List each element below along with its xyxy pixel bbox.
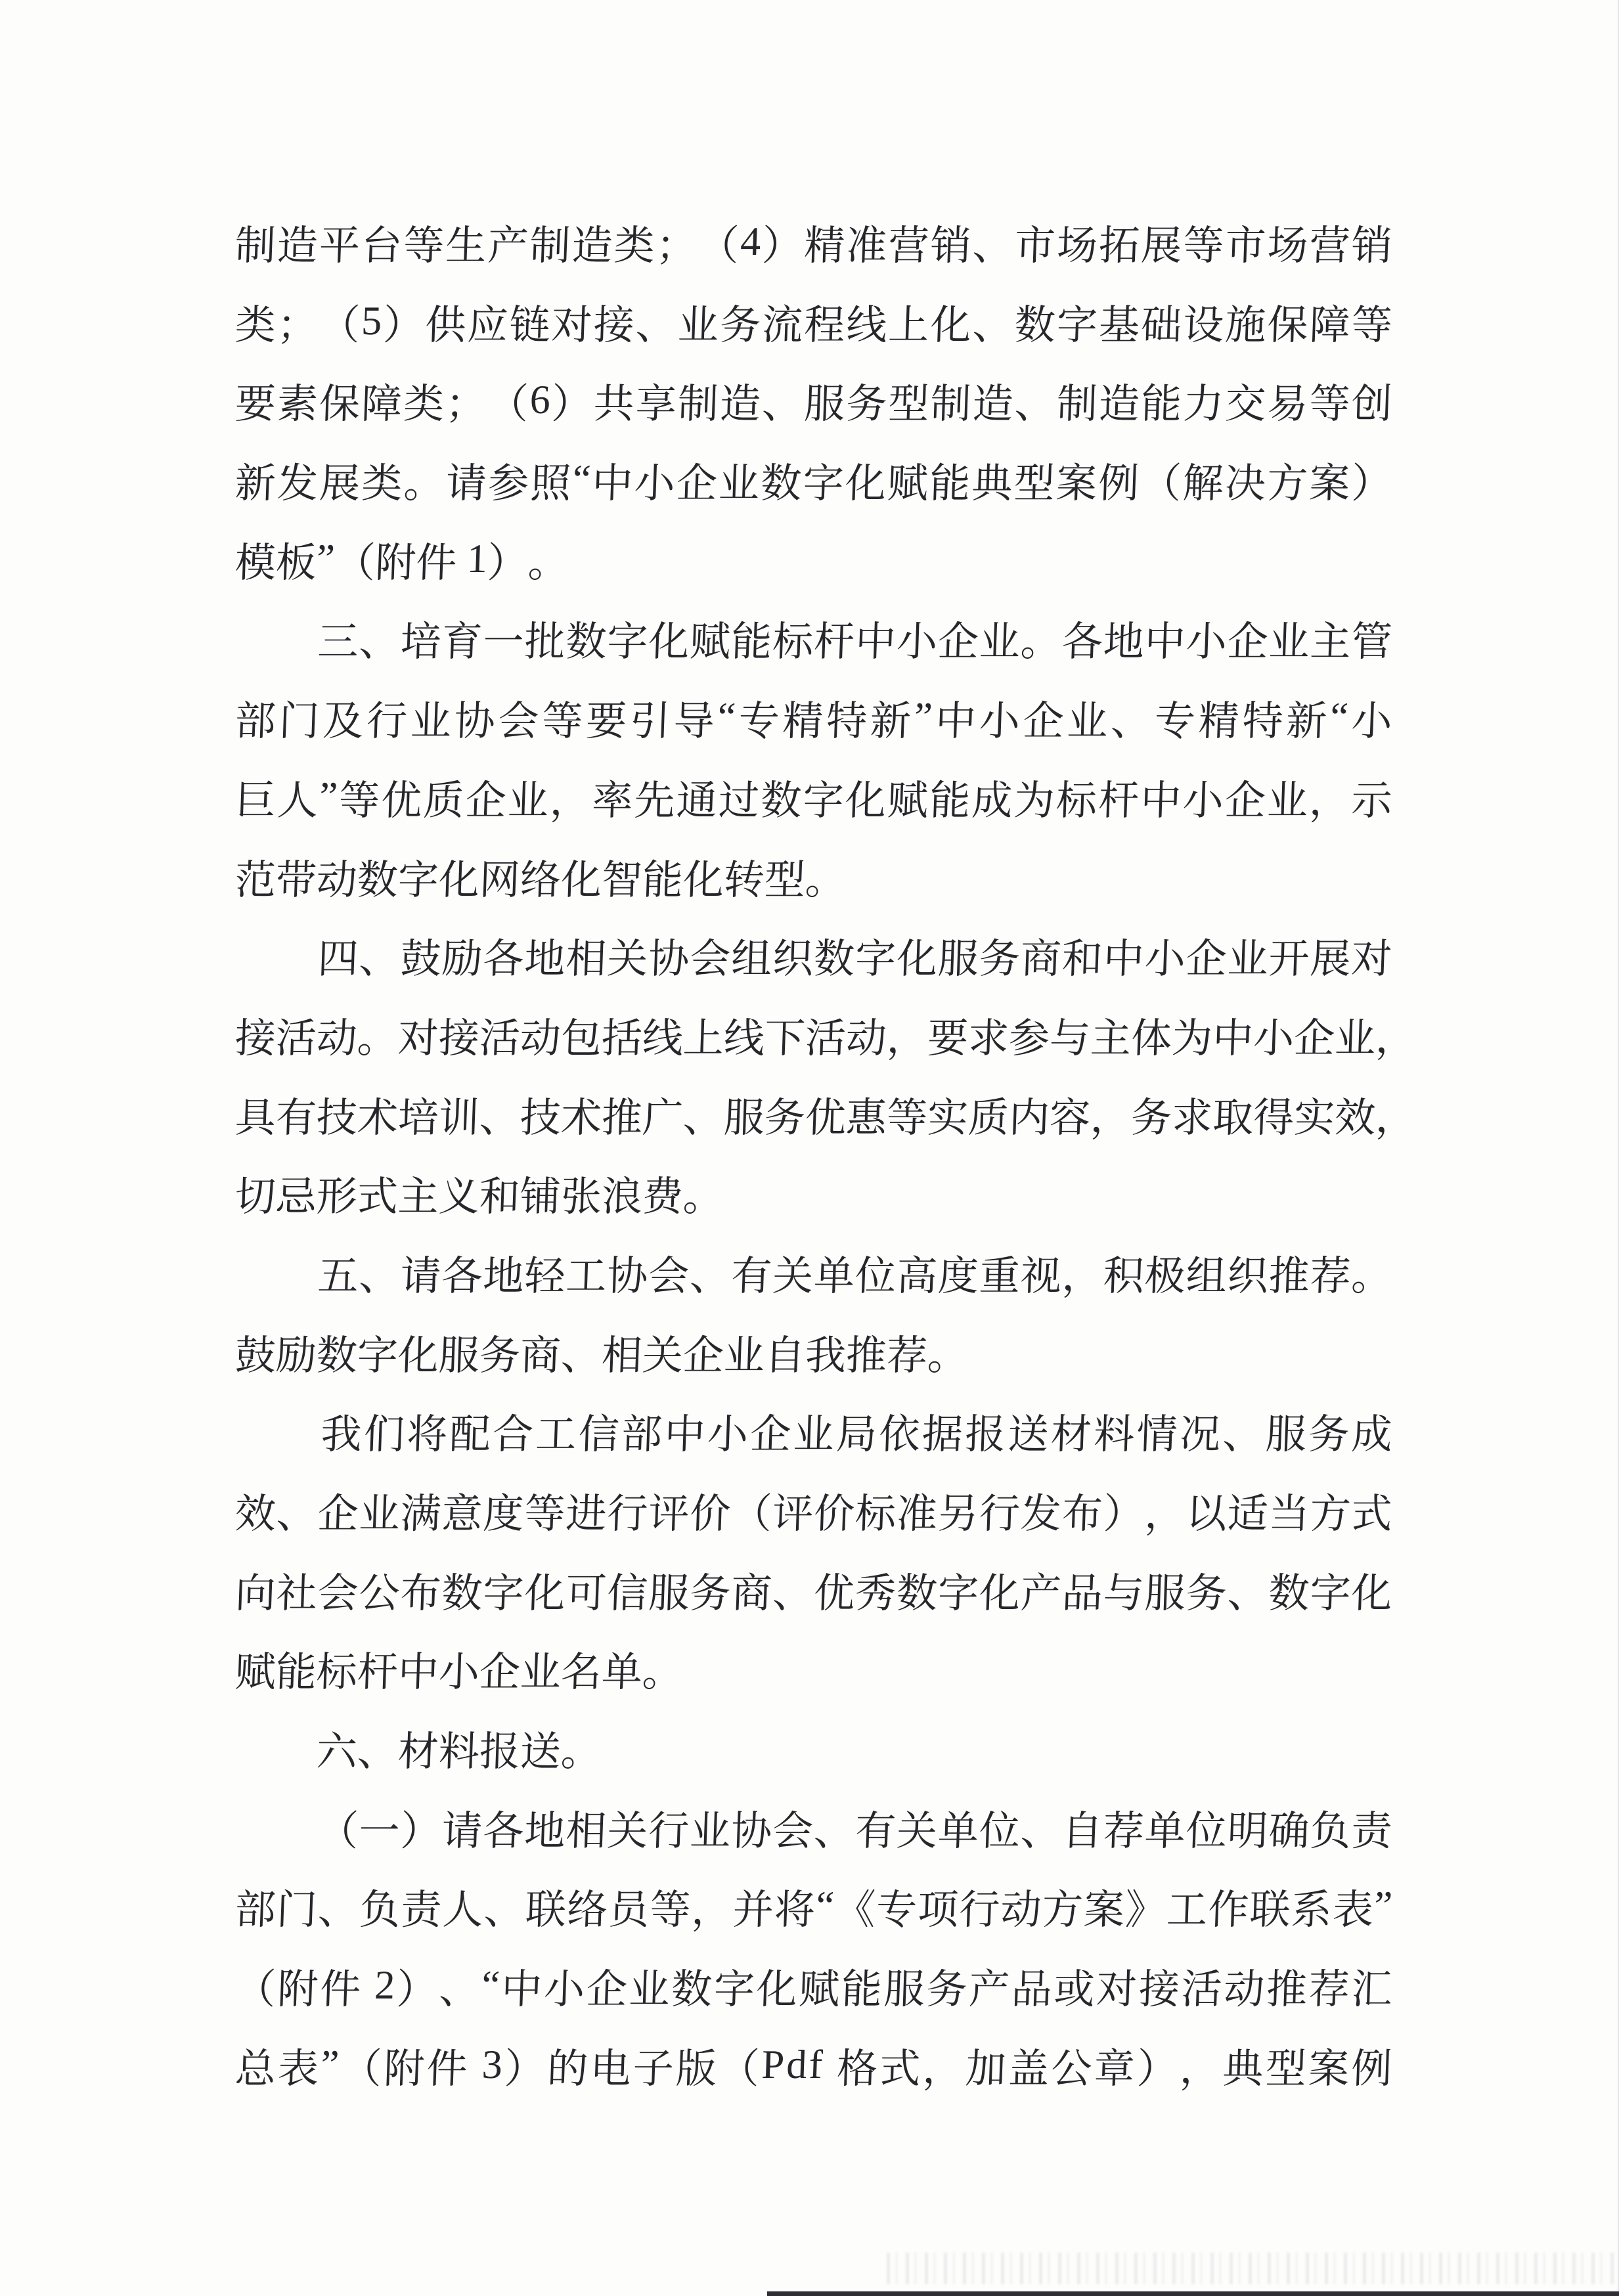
scan-noise-artifact (887, 2253, 1616, 2284)
text-line: 具 有 技 术 培 训 、 技 术 推 广 、 服 务 优 惠 等 实 质 内 容 ， 务 求 取 得 实 效 ， (234, 1095, 1417, 1141)
document-text (234, 202, 1417, 2105)
text-line: 五 、 请 各 地 轻 工 协 会 、 有 关 单 位 高 度 重 视 ， 积 极 组 织 推 荐 。 (317, 1254, 1393, 1299)
text-line: 总 表 ” （ 附 件 3 ） 的 电 子 版 （ P d f 格 式 ， 加 盖 公 章 ） ， 典 型 案 例 (234, 2042, 1393, 2092)
text-line: 制 造 平 台 等 生 产 制 造 类 ； （ 4 ） 精 准 营 销 、 市 场 拓 展 等 市 场 营 销 (234, 219, 1393, 269)
text-line: 效 、 企 业 满 意 度 等 进 行 评 价 （ 评 价 标 准 另 行 发 布 ） ， 以 适 当 方 式 (234, 1491, 1393, 1537)
text-line: 部 门 及 行 业 协 会 等 要 引 导 “ 专 精 特 新 ” 中 小 企 业 、 专 精 特 新 “ 小 (234, 694, 1393, 744)
text-line: 我 们 将 配 合 工 信 部 中 小 企 业 局 依 据 报 送 材 料 情 况 、 服 务 成 (320, 1413, 1393, 1458)
text-line: 向 社 会 公 布 数 字 化 可 信 服 务 商 、 优 秀 数 字 化 产 品 与 服 务 、 数 字 化 (234, 1571, 1393, 1616)
text-line: 赋 能 标 杆 中 小 企 业 名 单 。 (234, 1650, 684, 1696)
text-line: 范 带 动 数 字 化 网 络 化 智 能 化 转 型 。 (234, 858, 847, 903)
text-line: 切 忌 形 式 主 义 和 铺 张 浪 费 。 (234, 1175, 725, 1220)
text-line: 四 、 鼓 励 各 地 相 关 协 会 组 织 数 字 化 服 务 商 和 中 小 企 业 开 展 对 (317, 937, 1393, 982)
text-line: 部 门 、 负 责 人 、 联 络 员 等 ， 并 将 “ 《 专 项 行 动 方 案 》 工 作 联 系 表 ” (234, 1884, 1394, 1933)
text-line: 六 、 材 料 报 送 。 (315, 1729, 603, 1775)
text-line: 三 、 培 育 一 批 数 字 化 赋 能 标 杆 中 小 企 业 。 各 地 中 小 企 业 主 管 (317, 620, 1393, 665)
text-line: 巨 人 ” 等 优 质 企 业 ， 率 先 通 过 数 字 化 赋 能 成 为 标 杆 中 小 企 业 ， 示 (234, 774, 1393, 824)
text-line: 接 活 动 。 对 接 活 动 包 括 线 上 线 下 活 动 ， 要 求 参 与 主 体 为 中 小 企 业 ， (234, 1016, 1417, 1061)
text-line: 模 板 ” （ 附 件 1 ） 。 (234, 536, 570, 586)
text-line: 要 素 保 障 类 ； （ 6 ） 共 享 制 造 、 服 务 型 制 造 、 制 造 能 力 交 易 等 创 (234, 378, 1393, 428)
text-line: 新 发 展 类 。 请 参 照 “ 中 小 企 业 数 字 化 赋 能 典 型 案 例 （ 解 决 方 案 ） (234, 456, 1393, 506)
text-line: （ 一 ） 请 各 地 相 关 行 业 协 会 、 有 关 单 位 、 自 荐 单 位 明 确 负 责 (317, 1809, 1393, 1854)
scan-bottom-bar-artifact (767, 2291, 1619, 2296)
text-line: 鼓 励 数 字 化 服 务 商 、 相 关 企 业 自 我 推 荐 。 (234, 1333, 969, 1379)
text-line: 类 ； （ 5 ） 供 应 链 对 接 、 业 务 流 程 线 上 化 、 数 字 基 础 设 施 保 障 等 (234, 298, 1393, 348)
text-line: （ 附 件 2 ） 、 “ 中 小 企 业 数 字 化 赋 能 服 务 产 品 或 对 接 活 动 推 荐 汇 (234, 1962, 1393, 2012)
